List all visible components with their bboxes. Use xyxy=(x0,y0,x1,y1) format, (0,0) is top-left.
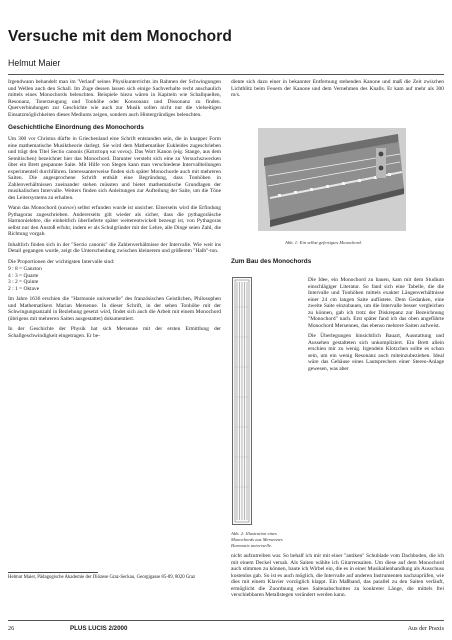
intro-paragraph: Irgendwann behandelt man im 'Verlauf' seines Physikunterrichts im Rahmen der Schwingungen und Wellen auch den Schall. Im Zuge dessen lassen sich einige Sachverhalte recht anschaulich mittels eines Monochords beleuchten. Beispiele hiezu wären in Kapiteln wie Schallquellen, Resonanz, Tonerzeugung und Tonhöhe oder Konsonanz und Dissonanz zu finden. Querverbindungen zur Geschichte wie auch zur Musik sollen nicht nur die vielseitigen Einsatzmöglichkeiten dieses Mediums zeigen, sondern auch Hintergründiges beleuchten. xyxy=(8,79,221,118)
ratio-item: 9 : 8 = Ganzton xyxy=(8,266,42,272)
section-heading-construction: Zum Bau des Monochords xyxy=(231,258,312,265)
footer-rule xyxy=(8,620,444,621)
construction-paragraph-3: nicht aufzutreiben war. So behalf ich mir mit einer "antiken" Schublade vom Dachboden, die ich mit einem Deckel versah. Als Saiten wählte ich Gitarrensaiten. Um diese auf dem Monochord auch stimmen zu können, baute ich Wirbel ein, die es in einer Musikalienhandlung als Ausschuss kostenlos gab. So ist es auch möglich, die Intervalle auf anderen Instrumenten nachzuprüfen, wie dies mit einem Klavier vorzüglich klappt. Ein Maßband, das parallel zu den Saiten verläuft, ermöglicht die Zuordnung eines Saitenabschnittes zu konkreter Länge, die mittels frei verschiebbaren Metallstegen verändert werden kann. xyxy=(231,553,444,598)
left-column xyxy=(8,79,221,343)
journal-name: PLUS LUCIS 2/2000 xyxy=(70,625,128,632)
history-paragraph-5: Im Jahre 1636 erschien die "Harmonie universelle" des französischen Geistlichen, Philosophen und Mathematikers Marian Mersenne. In dieser Schrift, in der sehen Tonhöhe mit der Schwingungsanzahl in Beziehung gesetzt wird, findet sich auch die Arbeit mit einem Monochord (übrigens mit mehreren Saiten ausgestattet) dokumentiert. xyxy=(8,296,221,322)
author-footnote: Helmut Maier, Pädagogische Akademie der Diözese Graz-Seckau, Georgigasse 85-89, 8020 Graz xyxy=(8,575,196,580)
figure-2-caption: Abb. 2: Illustration eines Monochords aus Mersennes Harmonie universelle. xyxy=(231,531,283,548)
page-number: 26 xyxy=(8,625,15,632)
history-paragraph-4: Die Proportionen der wichtigsten Intervalle sind: xyxy=(8,258,115,265)
history-paragraph-2: Wann das Monochord (κανων) selbst erfunden wurde ist unsicher. Einerseits wird die Erfindung Pythagoras zugeschrieben. Andererseits gilt wieder als sicher, dass die pythagoräische Harmonielehre, die einheitlich überlieferte später weiterentwickelt bezeugt ist, von Pythagoras selbst nur den Anstoß erfuhr, indem er als Schulgründer mit der Lehre, alle Dinge seien Zahl, die Richtung vorgab. xyxy=(8,205,221,237)
ratio-item: 3 : 2 = Quinte xyxy=(8,279,39,285)
construction-paragraph-2: Die Überlegungen hinsichtlich Bauart, Ausstattung und Aussehen gestalteten sich unkompliziert. Ein Brett allein erschien mir zu wenig. Irgendein Klotzchen sollte es schon sein, um ein wenig Resonanz auch miteinzubeziehen. Ideal wäre das Gehäuse eines Lautsprechers einer Stereo-Anlage gewesen, was aber xyxy=(308,333,444,372)
monochord-photo-icon xyxy=(258,128,406,231)
monochord-illustration-icon xyxy=(232,277,252,525)
title-rule xyxy=(8,74,444,75)
footnote-rule xyxy=(8,572,98,573)
right-column-top xyxy=(231,79,444,103)
right-column-narrow xyxy=(308,277,444,376)
ratio-item: 4 : 3 = Quarte xyxy=(8,272,39,279)
section-name: Aus der Praxis xyxy=(407,625,444,632)
interval-ratio-list xyxy=(8,266,221,292)
history-paragraph-6: In der Geschichte der Physik hat sich Mersenne mit der ersten Ermittlung der Schallgeschwindigkeit eingetragen. Er be- xyxy=(8,326,221,339)
history-paragraph-3: Inhaltlich finden sich in der "Sectio canonis" die Zahlenverhältnisse der Intervalle. Wie weit ins Detail gegangen wurde, zeigt die Unterscheidung zwischen kleinerem und größerem "Halb"-ton. xyxy=(8,241,221,254)
history-paragraph-1: Um 300 vor Christus dürfte in Griechenland eine Schrift entstanden sein, die in knapper Form eine mathematische Musiktheorie darlegt. Sie wird dem Mathematiker Eukleides zugeschrieben und trägt den Titel Sectio canonis (Κατατομη κα νονος). Das Wort Kanon (eig. Stange, aus dem Semitischen) bezeichnet hier das Monochord. Darunter versteht sich eine zu Versuchszwecken über ein Brett gespannte Saite. Mit Hilfe von Stegen kann man verschiedene Intervallteilungen experimentell durchführen. Interessanterweise finden sich später Monochorde auch mit mehreren Saiten. Die angesprochene Schrift enthält eine Begründung, dass Tonhöhen in Zahlenverhältnissen zueinander stehen müssten und bietet mathematische Grundlagen der musikalischen Intervalle. Weiters finden sich Anleitungen zur Aufteilung der Saite, um die Töne des Leitersystems zu erhalten. xyxy=(8,136,221,201)
construction-paragraph-1: Die Idee, ein Monochord zu bauen, kam mit dem Studium einschlägiger Literatur. So fand sich eine Tabelle, die die Intervalle und Tonhöhen mittels exakter Längenverhältnisse einer 24 cm langen Saite auflistete. Dem Gedanken, eine zweite Saite einzubauen, um die Intervalle besser vergleichen zu können, gab ich trotz der Diskrepanz zur Bezeichnung "Monochord" nach. Erst später fand ich das oben angeführte Monochord Mersennes, das ebenso mehrere Saiten aufweist. xyxy=(308,277,444,329)
ratio-item: 2 : 1 = Oktave xyxy=(8,285,40,292)
article-title: Versuche mit dem Monochord xyxy=(8,28,232,45)
section-heading-history: Geschichtliche Einordnung des Monochords xyxy=(8,124,144,131)
article-author: Helmut Maier xyxy=(8,58,61,68)
figure-1-caption: Abb. 1: Ein selbst gefertigtes Monochord. xyxy=(285,240,362,245)
right-column-bottom xyxy=(231,553,444,599)
right-top-paragraph: diente sich dazu einer in bekannter Entfernung stehenden Kanone und maß die Zeit zwischen Lichtblitz beim Feuern der Kanone und dem Vernehmen des Knalls. Er kam auf mehr als 300 m/s. xyxy=(231,79,444,98)
